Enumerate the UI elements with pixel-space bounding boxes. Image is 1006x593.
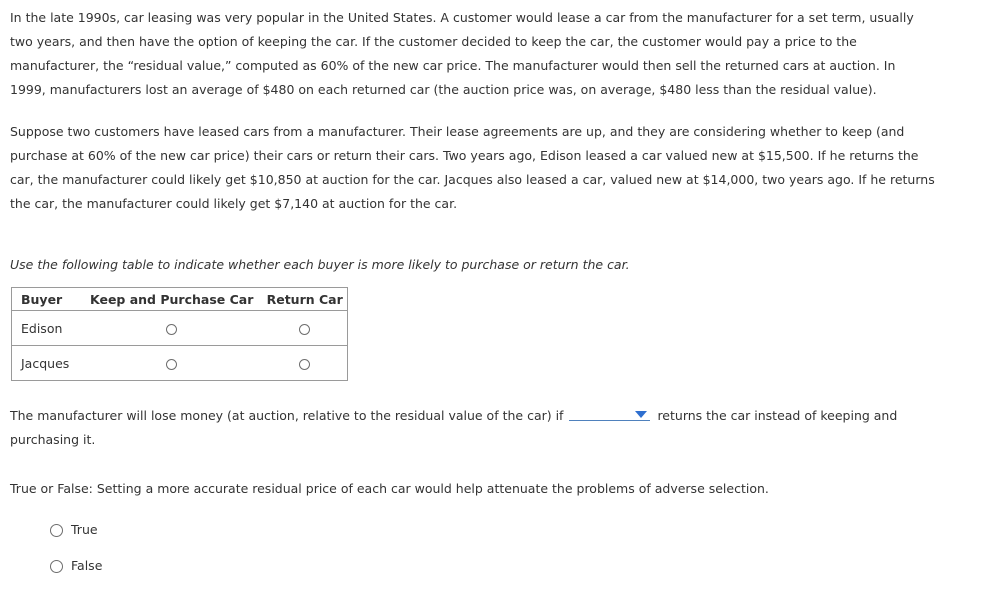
header-keep-purchase: Keep and Purchase Car <box>81 288 262 311</box>
true-false-question: True or False: Setting a more accurate residual price of each car would help attenuate the problems of adverse selection. <box>10 481 769 496</box>
scenario-paragraph-2: Suppose two customers have leased cars from a manufacturer. Their lease agreements are up, and they are considering whether to keep (and purchase at 60% of the new car price) their cars or return their cars. Two years ago, Edison leased a car valued new at $15,500. If he returns the car, the manufacturer could likely get $10,850 at auction for the car. Jacques also leased a car, valued new at $14,000, two years ago. If he returns the car, the manufacturer could likely get $7,140 at auction for the car. <box>10 124 935 211</box>
edison-keep-radio[interactable] <box>166 324 177 335</box>
jacques-return-radio[interactable] <box>299 359 310 370</box>
edison-return-radio[interactable] <box>299 324 310 335</box>
option-false-label: False <box>71 558 103 573</box>
option-true-label: True <box>71 522 98 537</box>
jacques-keep-radio[interactable] <box>166 359 177 370</box>
dropdown-caret-icon <box>635 411 647 418</box>
loss-question <box>10 404 935 452</box>
table-row-jacques <box>12 346 348 381</box>
option-false[interactable] <box>50 558 102 574</box>
buyer-name-edison: Edison <box>12 311 82 346</box>
true-radio[interactable] <box>50 524 63 537</box>
table-header-row <box>12 288 348 311</box>
scenario-paragraph-1: In the late 1990s, car leasing was very popular in the United States. A customer would lease a car from the manufacturer for a set term, usually two years, and then have the option of keeping the car. If the customer decided to keep the car, the customer would pay a price to the manufacturer, the “residual value,” computed as 60% of the new car price. The manufacturer would then sell the returned cars at auction. In 1999, manufacturers lost an average of $480 on each returned car (the auction price was, on average, $480 less than the residual value). <box>10 10 914 97</box>
table-row-edison <box>12 311 348 346</box>
buyer-dropdown[interactable] <box>569 404 650 421</box>
option-true[interactable] <box>50 522 98 538</box>
false-radio[interactable] <box>50 560 63 573</box>
loss-question-text-after: returns the car instead of keeping and purchasing it. <box>10 408 898 447</box>
buyer-name-jacques: Jacques <box>12 346 82 381</box>
header-buyer: Buyer <box>12 288 82 311</box>
purchase-return-table <box>11 287 348 381</box>
header-return: Return Car <box>262 288 347 311</box>
loss-question-text-before: The manufacturer will lose money (at auction, relative to the residual value of the car) if <box>10 408 564 423</box>
table-instruction: Use the following table to indicate whether each buyer is more likely to purchase or return the car. <box>10 257 630 272</box>
